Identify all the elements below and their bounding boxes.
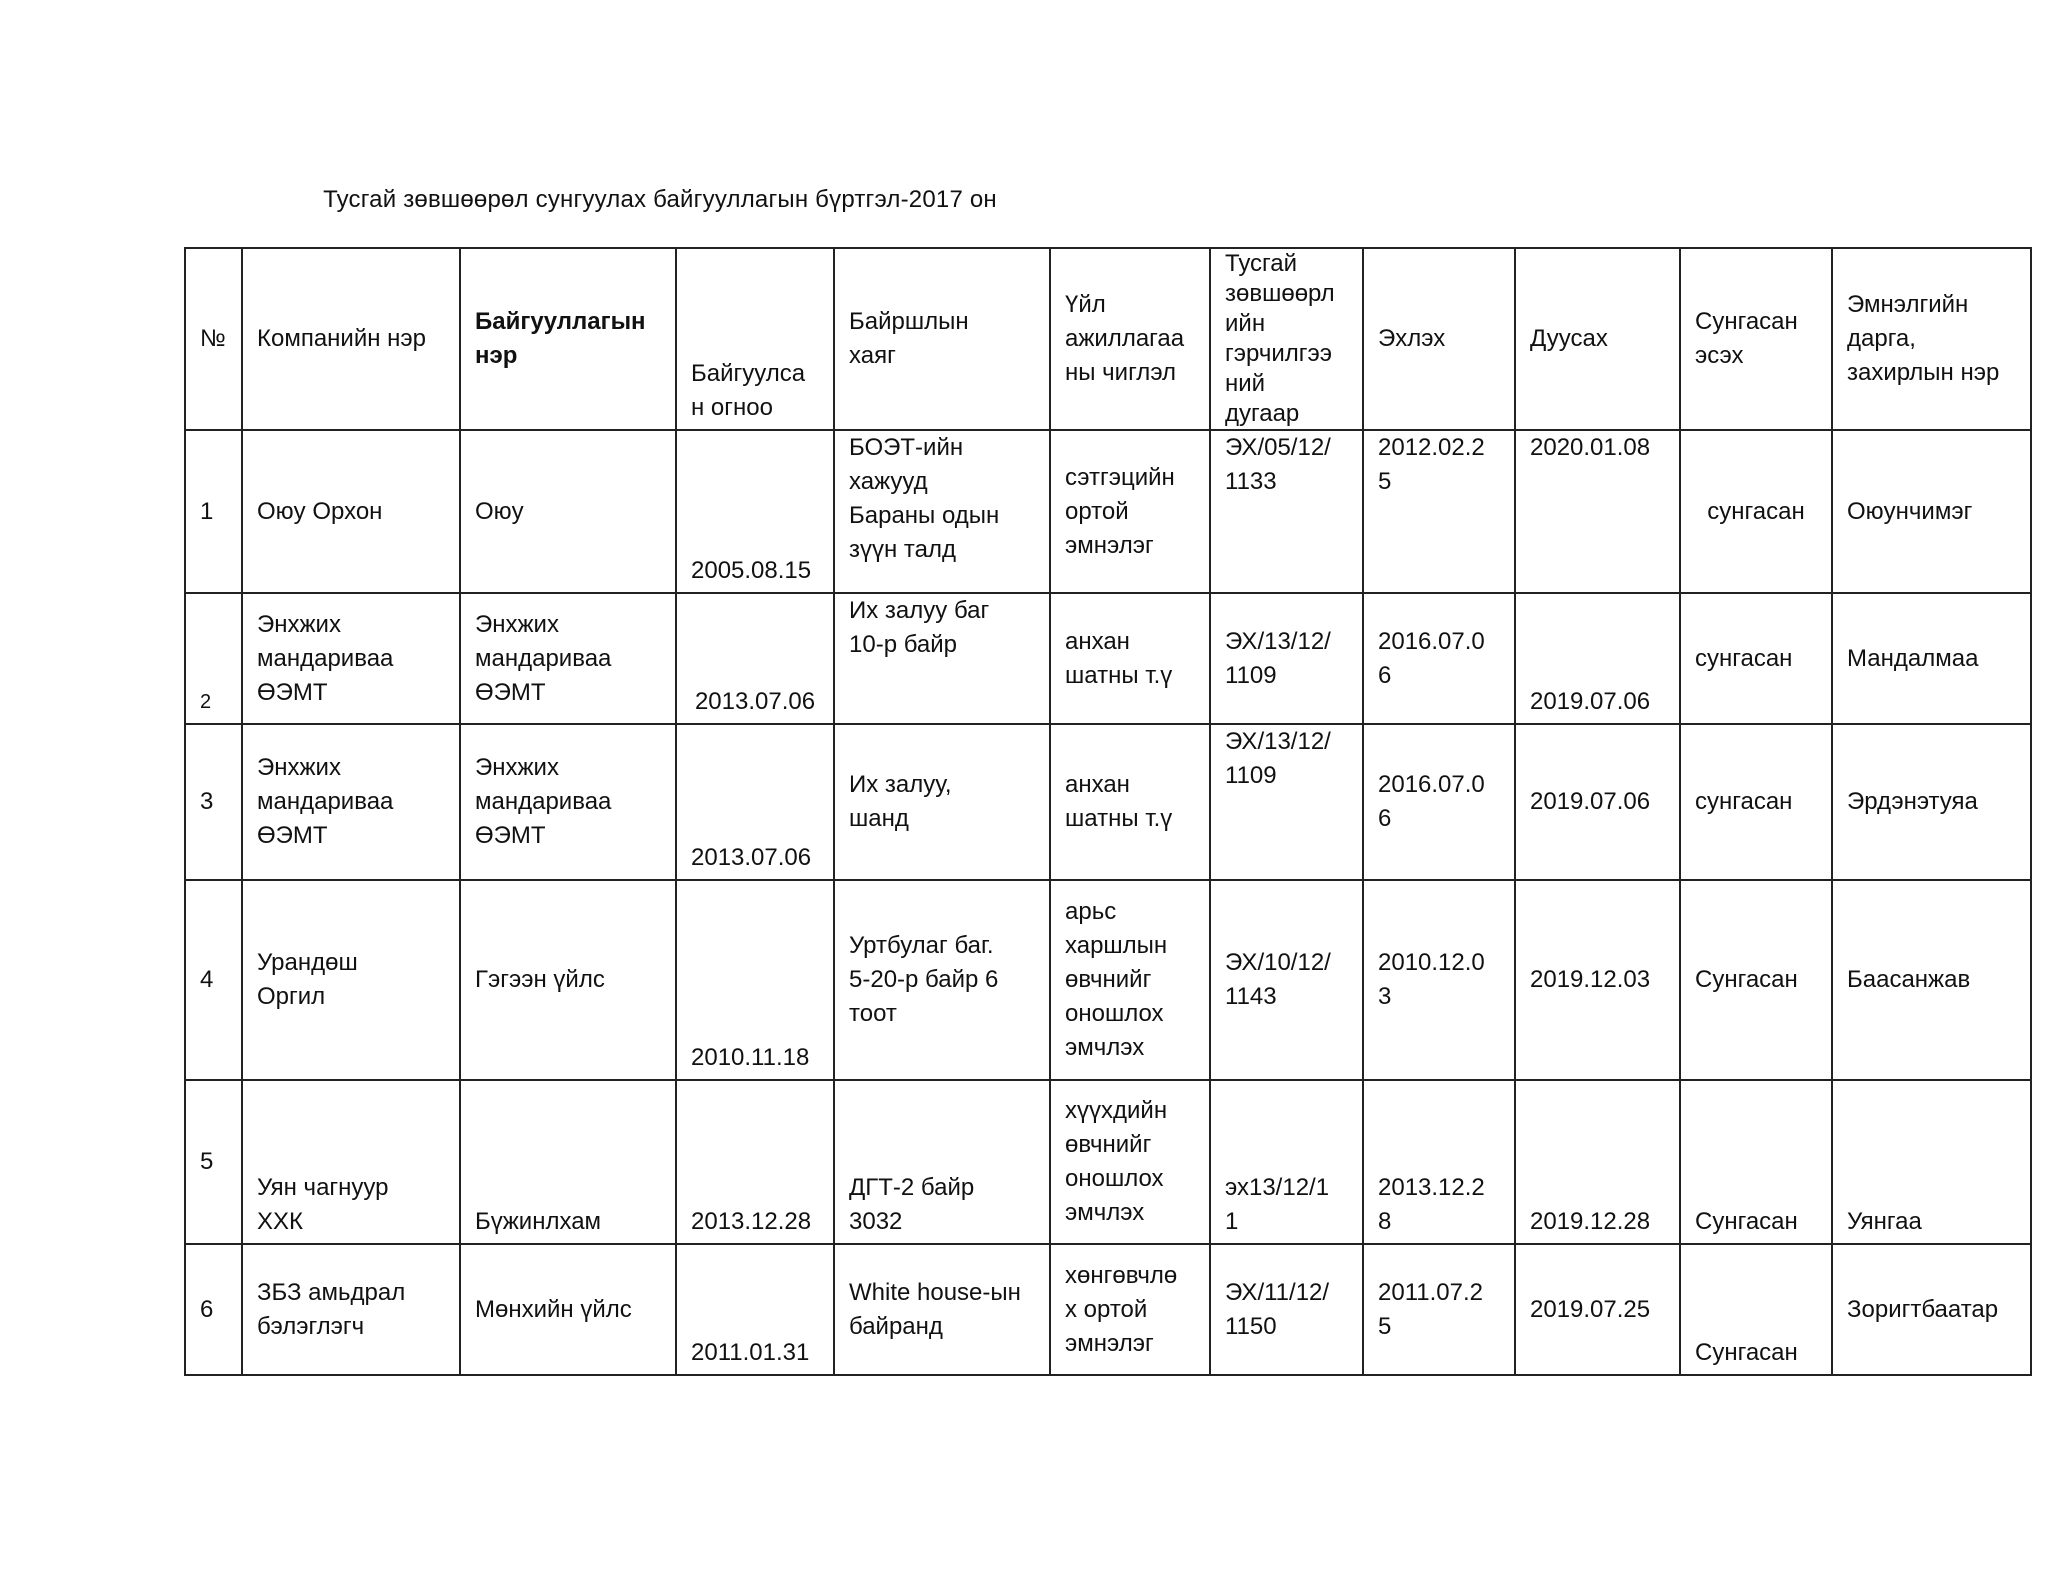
table-row	[185, 1244, 2031, 1375]
cell-organization: Гэгээн үйлс	[460, 880, 676, 1080]
table-row	[185, 1080, 2031, 1244]
cell-address: ДГТ-2 байр 3032	[834, 1080, 1050, 1244]
cell-organization: Энхжих мандариваа ӨЭМТ	[460, 593, 676, 724]
cell-license: ЭХ/13/12/ 1109	[1210, 724, 1363, 880]
table-row	[185, 724, 2031, 880]
cell-start: 2016.07.0 6	[1363, 593, 1515, 724]
cell-founded: 2010.11.18	[676, 880, 834, 1080]
cell-license: ЭХ/13/12/ 1109	[1210, 593, 1363, 724]
cell-company: ЗБЗ амьдрал бэлэглэгч	[242, 1244, 460, 1375]
header-activity: Үйл ажиллагаа ны чиглэл	[1050, 248, 1210, 430]
header-director: Эмнэлгийн дарга, захирлын нэр	[1832, 248, 2031, 430]
cell-director: Зоригтбаатар	[1832, 1244, 2031, 1375]
header-company: Компанийн нэр	[242, 248, 460, 430]
cell-renewed: сунгасан	[1680, 593, 1832, 724]
cell-company: Энхжих мандариваа ӨЭМТ	[242, 593, 460, 724]
table-row	[185, 430, 2031, 593]
cell-company: Урандөш Оргил	[242, 880, 460, 1080]
cell-activity: арьс харшлын өвчнийг оношлох эмчлэх	[1050, 880, 1210, 1080]
cell-company: Энхжих мандариваа ӨЭМТ	[242, 724, 460, 880]
cell-license: ЭХ/10/12/ 1143	[1210, 880, 1363, 1080]
cell-start: 2016.07.0 6	[1363, 724, 1515, 880]
cell-license: эх13/12/1 1	[1210, 1080, 1363, 1244]
cell-license: ЭХ/05/12/ 1133	[1210, 430, 1363, 593]
cell-renewed: сунгасан	[1680, 724, 1832, 880]
header-end: Дуусах	[1515, 248, 1680, 430]
cell-founded: 2013.07.06	[676, 724, 834, 880]
header-no: №	[185, 248, 242, 430]
cell-renewed: сунгасан	[1680, 430, 1832, 593]
cell-no: 3	[185, 724, 242, 880]
header-address: Байршлын хаяг	[834, 248, 1050, 430]
cell-end: 2019.12.03	[1515, 880, 1680, 1080]
cell-address: Уртбулаг баг. 5-20-р байр 6 тоот	[834, 880, 1050, 1080]
cell-end: 2020.01.08	[1515, 430, 1680, 593]
cell-activity: хүүхдийн өвчнийг оношлох эмчлэх	[1050, 1080, 1210, 1244]
cell-start: 2010.12.0 3	[1363, 880, 1515, 1080]
cell-end: 2019.07.06	[1515, 724, 1680, 880]
cell-company: Уян чагнуур ХХК	[242, 1080, 460, 1244]
page-title: Тусгай зөвшөөрөл сунгуулах байгууллагын бүртгэл-2017 он	[323, 186, 997, 213]
cell-no: 4	[185, 880, 242, 1080]
cell-no: 5	[185, 1080, 242, 1244]
license-registry-table	[184, 247, 2032, 1376]
cell-renewed: Сунгасан	[1680, 880, 1832, 1080]
table-row	[185, 880, 2031, 1080]
cell-director: Уянгаа	[1832, 1080, 2031, 1244]
cell-address: Их залуу, шанд	[834, 724, 1050, 880]
cell-organization: Оюу	[460, 430, 676, 593]
cell-no: 1	[185, 430, 242, 593]
cell-renewed: Сунгасан	[1680, 1244, 1832, 1375]
cell-end: 2019.12.28	[1515, 1080, 1680, 1244]
header-row	[185, 248, 2031, 430]
cell-activity: сэтгэцийн ортой эмнэлэг	[1050, 430, 1210, 593]
cell-start: 2012.02.2 5	[1363, 430, 1515, 593]
table-row	[185, 593, 2031, 724]
cell-company: Оюу Орхон	[242, 430, 460, 593]
header-start: Эхлэх	[1363, 248, 1515, 430]
cell-no: 2	[185, 593, 242, 724]
header-founded: Байгуулса н огноо	[676, 248, 834, 430]
cell-founded: 2013.07.06	[676, 593, 834, 724]
cell-start: 2013.12.2 8	[1363, 1080, 1515, 1244]
cell-founded: 2013.12.28	[676, 1080, 834, 1244]
cell-founded: 2005.08.15	[676, 430, 834, 593]
header-renewed: Сунгасан эсэх	[1680, 248, 1832, 430]
cell-organization: Энхжих мандариваа ӨЭМТ	[460, 724, 676, 880]
header-organization: Байгууллагын нэр	[460, 248, 676, 430]
cell-end: 2019.07.06	[1515, 593, 1680, 724]
cell-renewed: Сунгасан	[1680, 1080, 1832, 1244]
cell-director: Оюунчимэг	[1832, 430, 2031, 593]
cell-director: Мандалмаа	[1832, 593, 2031, 724]
header-license: Тусгай зөвшөөрл ийн гэрчилгээ ний дугаар	[1210, 248, 1363, 430]
cell-address: White house-ын байранд	[834, 1244, 1050, 1375]
cell-end: 2019.07.25	[1515, 1244, 1680, 1375]
cell-director: Эрдэнэтуяа	[1832, 724, 2031, 880]
cell-activity: анхан шатны т.ү	[1050, 593, 1210, 724]
cell-director: Баасанжав	[1832, 880, 2031, 1080]
cell-address: БОЭТ-ийн хажууд Бараны одын зүүн талд	[834, 430, 1050, 593]
cell-start: 2011.07.2 5	[1363, 1244, 1515, 1375]
cell-activity: анхан шатны т.ү	[1050, 724, 1210, 880]
cell-license: ЭХ/11/12/ 1150	[1210, 1244, 1363, 1375]
cell-no: 6	[185, 1244, 242, 1375]
cell-organization: Бүжинлхам	[460, 1080, 676, 1244]
cell-address: Их залуу баг 10-р байр	[834, 593, 1050, 724]
cell-activity: хөнгөвчлө х ортой эмнэлэг	[1050, 1244, 1210, 1375]
cell-organization: Мөнхийн үйлс	[460, 1244, 676, 1375]
cell-founded: 2011.01.31	[676, 1244, 834, 1375]
